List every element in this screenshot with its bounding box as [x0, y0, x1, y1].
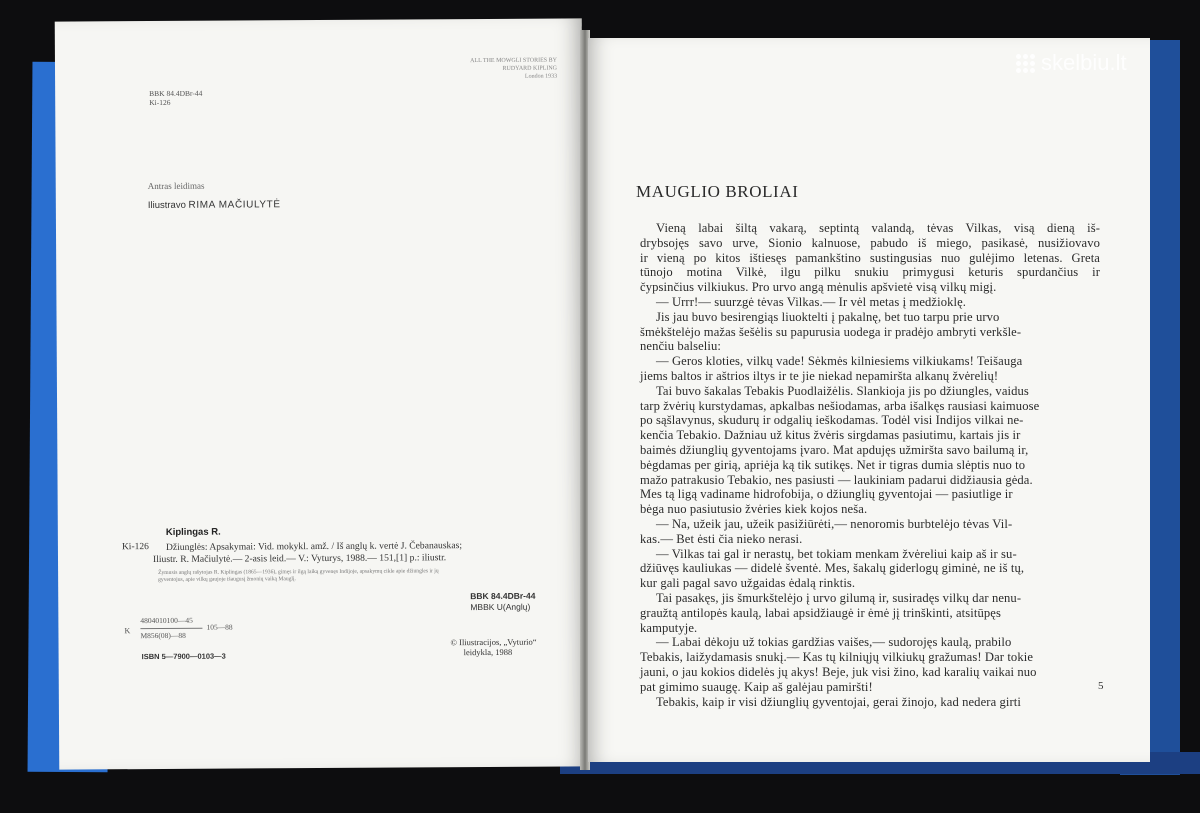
illustrator-name: RIMA MAČIULYTĖ — [188, 199, 281, 211]
body-line: po sąšlavynus, skudurų ir odgalių ieškodamas. Todėl visi Indijos vilkai ne- — [640, 413, 1024, 428]
body-line: tūnojo motina Vilkė, ilgu pilku snukiu primygusi keturis spurdančius ir — [640, 265, 1100, 280]
left-page — [55, 18, 587, 769]
body-line: — Urrr!— suurzgė tėvas Vilkas.— Ir vėl metas į medžioklę. — [656, 294, 967, 309]
original-line: London 1933 — [524, 73, 558, 80]
chapter-body — [640, 221, 1100, 709]
body-line: Tai pasakęs, jis šmurkštelėjo į urvo gilumą ir, susiradęs vilkų dar nenu- — [656, 590, 1022, 605]
body-line: jauni, o jau kokios didelės jų akys! Beje, juk visi žino, kad karalių vaikai nuo — [640, 664, 1037, 679]
fraction-numerator: 4804010100—45 — [140, 615, 193, 626]
body-line: pat gimimo suaugę. Kaip aš galėjau pamiršti! — [640, 679, 873, 694]
body-line: jiems baltos ir aštrios iltys ir te jie niekad nepamiršta alkanų žvėrelių! — [640, 368, 999, 383]
ki-code: Ki-126 — [121, 542, 149, 553]
body-line: drybsojęs savo urve, Sionio kalnuose, pabudo iš miego, pasikasė, nusižiovavo — [640, 235, 1100, 250]
mbbk-code: MBBK U(Anglų) — [470, 601, 531, 613]
body-line: Tai buvo šakalas Tebakis Puodlaižėlis. Slankioja jis po džiungles, vaidus — [656, 383, 1029, 398]
body-line: čypsinčius vilkiukus. Pro urvo angą mėnulis apšvietė visą vilkų migį. — [640, 280, 997, 295]
annotation-line: Žymusis anglų rašytojas R. Kiplingas (1865—1936), gimęs ir ilgą laiką gyvenęs Indijoje, apsakymų cikle apie džiungles ir jų — [158, 568, 439, 576]
body-line: ir vieną po kitos ištiesęs pamankštino sustingusias nuo gulėjimo letenas. Greta — [640, 250, 1100, 265]
bbk-code-bottom: BBK 84.4DBr-44 — [470, 590, 536, 602]
catalog-line: Iliustr. R. Mačiulytė.— 2-asis leid.— V.: Vyturys, 1988.— 151,[1] p.: iliustr. — [152, 552, 447, 566]
body-line: bėgdamas per girią, apriėja ką tik sutikęs. Net ir tigras dumia slėptis nuo to — [640, 457, 1026, 472]
body-line: — Na, užeik jau, užeik pasižiūrėti,— nenoromis burbtelėjo tėvas Vil- — [656, 516, 1013, 531]
catalog-line: Džiunglės: Apsakymai: Vid. mokykl. amž. / Iš anglų k. vertė J. Čebanauskas; — [165, 540, 463, 553]
fraction-right: 105—88 — [206, 622, 233, 632]
copyright-line: leidykla, 1988 — [463, 646, 513, 658]
k-label: K — [124, 626, 131, 636]
body-line: — Labai dėkoju už tokias gardžias vaišes,— sudorojęs kaulą, prabilo — [656, 635, 1012, 650]
site-watermark — [1016, 50, 1127, 76]
bbk-code-top: BBK 84.4DBr-44 — [149, 88, 203, 99]
body-line: tarp žvėrių kurstydamas, apkalbas nešiodamas, arba išalkęs rausiasi kaimuose — [640, 398, 1040, 413]
body-line: kamputyje. — [640, 620, 698, 635]
edition-label: Antras leidimas — [147, 180, 205, 192]
original-line: ALL THE MOWGLI STORIES BY — [470, 57, 557, 65]
illustrator-line — [148, 199, 281, 211]
watermark-text: skelbiu.lt — [1041, 50, 1127, 75]
isbn: ISBN 5—7900—0103—3 — [141, 651, 226, 662]
original-line: RUDYARD KIPLING — [502, 65, 558, 72]
body-line: kenčia Tebakio. Dažniau už kitus žvėris sirgdamas pasiutimu, kartais jis ir — [640, 428, 1021, 443]
illustrated-by-label: Iliustravo — [147, 199, 186, 212]
page-number: 5 — [1098, 680, 1104, 692]
right-page — [588, 38, 1150, 762]
body-line: Jis jau buvo besirengiąs liuoktelti į pakalnę, bet tuo tarpu prie urvo — [656, 309, 1000, 324]
body-line: kur gali pagal savo užgaidas ėdalą rinktis. — [640, 576, 856, 591]
fraction-bar — [140, 628, 202, 629]
body-line: — Vilkas tai gal ir nerastų, bet tokiam menkam žvėreliui kaip aš ir su- — [656, 546, 1017, 561]
body-line: Tebakis, kaip ir visi džiunglių gyventojai, gerai žinojo, kad nedera girti — [656, 694, 1021, 709]
body-line: bėga nuo pasiutusio žvėries kiek kojos neša. — [640, 502, 868, 517]
body-line: Tebakis, laižydamasis snukį.— Kas tų kilniųjų vilkiukų gražumas! Dar tokie — [640, 650, 1034, 665]
skelbiu-logo-icon — [1016, 54, 1035, 73]
body-line: mažo patrakusio Tebakio, nes pasiusti — laukiniam padarui didžiausia gėda. — [640, 472, 1033, 487]
original-title-block — [435, 57, 557, 82]
copyright-line: © Iliustracijos, „Vyturio“ — [450, 636, 537, 648]
body-line: šmėkštelėjo mažas šešėlis su papurusia uodega ir pradėjo ambryti verkšle- — [640, 324, 1022, 339]
ki-code-top: Ki-126 — [149, 97, 171, 108]
body-line: džiūvęs kauliukas — didelė šventė. Mes, šakalų giderlogų giminė, ne iš tų, — [640, 561, 1025, 576]
body-line: graužtą antilopės kaulą, labai apsidžiaugė ir ėmė jį trinškinti, atsitūpęs — [640, 605, 1001, 620]
body-line: nenčiu balseliu: — [640, 339, 721, 354]
body-line: — Geros kloties, vilkų vade! Sėkmės kilniesiems vilkiukams! Teišauga — [656, 354, 1023, 369]
body-line: baimės džiunglių gyventojams įvaro. Mat apdujęs užmiršta savo bailumą ir, — [640, 442, 1029, 457]
body-line: Vieną labai šiltą vakarą, septintą valandą, tėvas Vilkas, visą dieną iš- — [656, 221, 1100, 235]
body-line: Mes tą ligą vadiname hidrofobija, o džiunglių gyventojai — pasiutlige ir — [640, 487, 1013, 502]
author-name: Kiplingas R. — [165, 526, 221, 538]
chapter-title: MAUGLIO BROLIAI — [636, 182, 799, 201]
body-line: kas.— Bet ėsti čia nieko nerasi. — [640, 531, 803, 546]
annotation-line: gyventojus, apie vilkų gaujoje išaugusį žmonių vaiką Mauglį. — [158, 576, 296, 583]
fraction-denominator: M856(08)—88 — [140, 630, 186, 641]
